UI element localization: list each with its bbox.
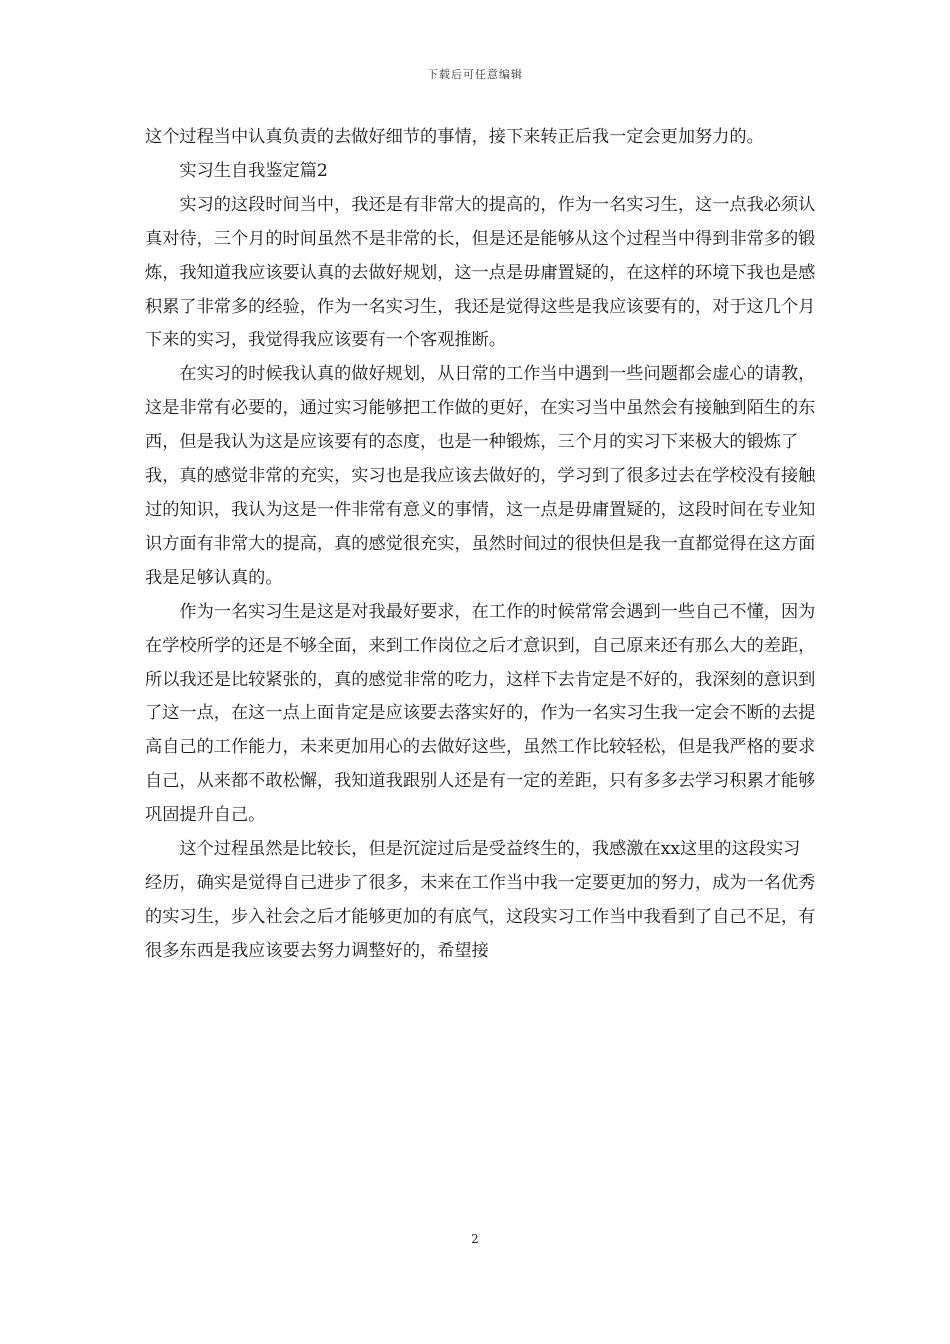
section-heading: 实习生自我鉴定篇2 — [179, 160, 328, 181]
body-paragraph: 这个过程虽然是比较长，但是沉淀过后是受益终生的，我感激在xx这里的这段实习经历，确实是觉得自己进步了很多，未来在工作当中我一定要更加的努力，成为一名优秀的实习生，步入社会之后才能够更加的有底气，这段实习工作当中我看到了自己不足，有很多东西是我应该要去努力调整好的，希望接 — [145, 839, 816, 961]
body-paragraph: 作为一名实习生是这是对我最好要求，在工作的时候常常会遇到一些自己不懂，因为在学校所学的还是不够全面，来到工作岗位之后才意识到，自己原来还有那么大的差距，所以我还是比较紧张的，真的感觉非常的吃力，这样下去肯定是不好的，我深刻的意识到了这一点，在这一点上面肯定是应该要去落实好的，作为一名实习生我一定会不断的去提高自己的工作能力，未来更加用心的去做好这些，虽然工作比较轻松，但是我严格的要求自己，从来都不敢松懈，我知道我跟别人还是有一定的差距，只有多多去学习积累才能够巩固提升自己。 — [145, 601, 816, 826]
body-paragraph: 实习的这段时间当中，我还是有非常大的提高的，作为一名实习生，这一点我必须认真对待，三个月的时间虽然不是非常的长，但是还是能够从这个过程当中得到非常多的锻炼，我知道我应该要认真的去做好规划，这一点是毋庸置疑的，在这样的环境下我也是感积累了非常多的经验，作为一名实习生，我还是觉得这些是我应该要有的，对于这几个月下来的实习，我觉得我应该要有一个客观推断。 — [145, 194, 816, 351]
body-paragraph: 在实习的时候我认真的做好规划，从日常的工作当中遇到一些问题都会虚心的请教，这是非常有必要的，通过实习能够把工作做的更好，在实习当中虽然会有接触到陌生的东西，但是我认为这是应该要有的态度，也是一种锻炼，三个月的实习下来极大的锻炼了我，真的感觉非常的充实，实习也是我应该去做好的，学习到了很多过去在学校没有接触过的知识，我认为这是一件非常有意义的事情，这一点是毋庸置疑的，这段时间在专业知识方面有非常大的提高，真的感觉很充实，虽然时间过的很快但是我一直都觉得在这方面我是足够认真的。 — [145, 364, 816, 588]
document-body — [145, 121, 817, 969]
page-number: 2 — [471, 1232, 479, 1246]
paragraph-continuation: 这个过程当中认真负责的去做好细节的事情，接下来转正后我一定会更加努力的。 — [145, 127, 764, 147]
page-header: 下载后可任意编辑 — [427, 68, 523, 81]
